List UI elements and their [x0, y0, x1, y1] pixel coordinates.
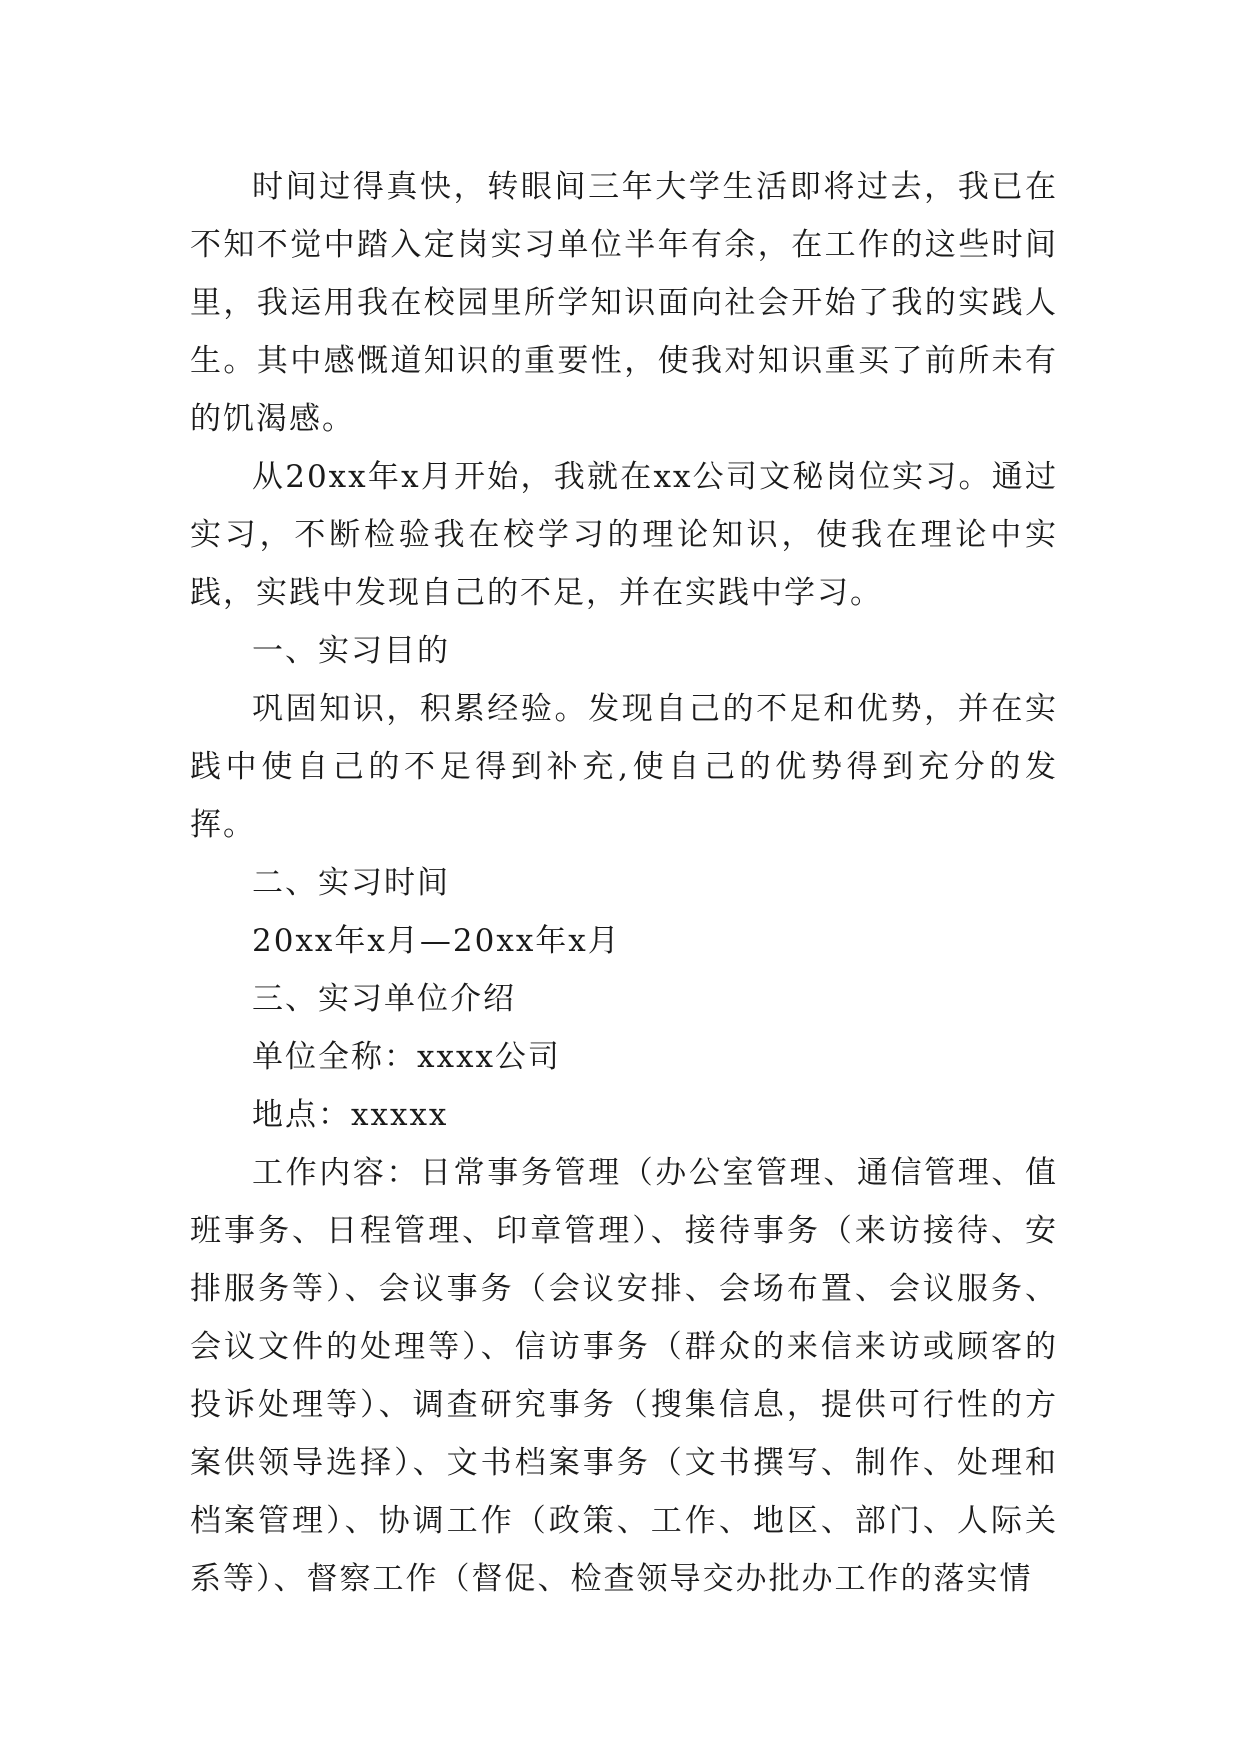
paragraph-company-name: 单位全称：xxxx公司: [252, 1039, 561, 1075]
paragraph-work-content: 工作内容：日常事务管理（办公室管理、通信管理、值班事务、日程管理、印章管理）、接待事务（来访接待、安排服务等）、会议事务（会议安排、会场布置、会议服务、会议文件的处理等）、信访事务（群众的来信来访或顾客的投诉处理等）、调查研究事务（搜集信息，提供可行性的方案供领导选择）、文书档案事务（文书撰写、制作、处理和档案管理）、协调工作（政策、工作、地区、部门、人际关系等）、督察工作（督促、检查领导交办批办工作的落实情: [190, 1155, 1058, 1597]
section-heading-company: 三、实习单位介绍: [252, 981, 516, 1017]
document-body: [190, 158, 1058, 1608]
section-heading-purpose: 一、实习目的: [252, 633, 450, 669]
paragraph-purpose: 巩固知识，积累经验。发现自己的不足和优势，并在实践中使自己的不足得到补充,使自己的优势得到充分的发挥。: [190, 691, 1058, 843]
paragraph-internship-start: 从20xx年x月开始，我就在xx公司文秘岗位实习。通过实习，不断检验我在校学习的理论知识，使我在理论中实践，实践中发现自己的不足，并在实践中学习。: [190, 459, 1058, 611]
section-heading-period: 二、实习时间: [252, 865, 450, 901]
paragraph-intro: 时间过得真快，转眼间三年大学生活即将过去，我已在不知不觉中踏入定岗实习单位半年有余，在工作的这些时间里，我运用我在校园里所学知识面向社会开始了我的实践人生。其中感慨道知识的重要性，使我对知识重买了前所未有的饥渴感。: [190, 169, 1058, 437]
paragraph-period: 20xx年x月—20xx年x月: [252, 923, 621, 959]
paragraph-location: 地点：xxxxx: [252, 1097, 449, 1133]
